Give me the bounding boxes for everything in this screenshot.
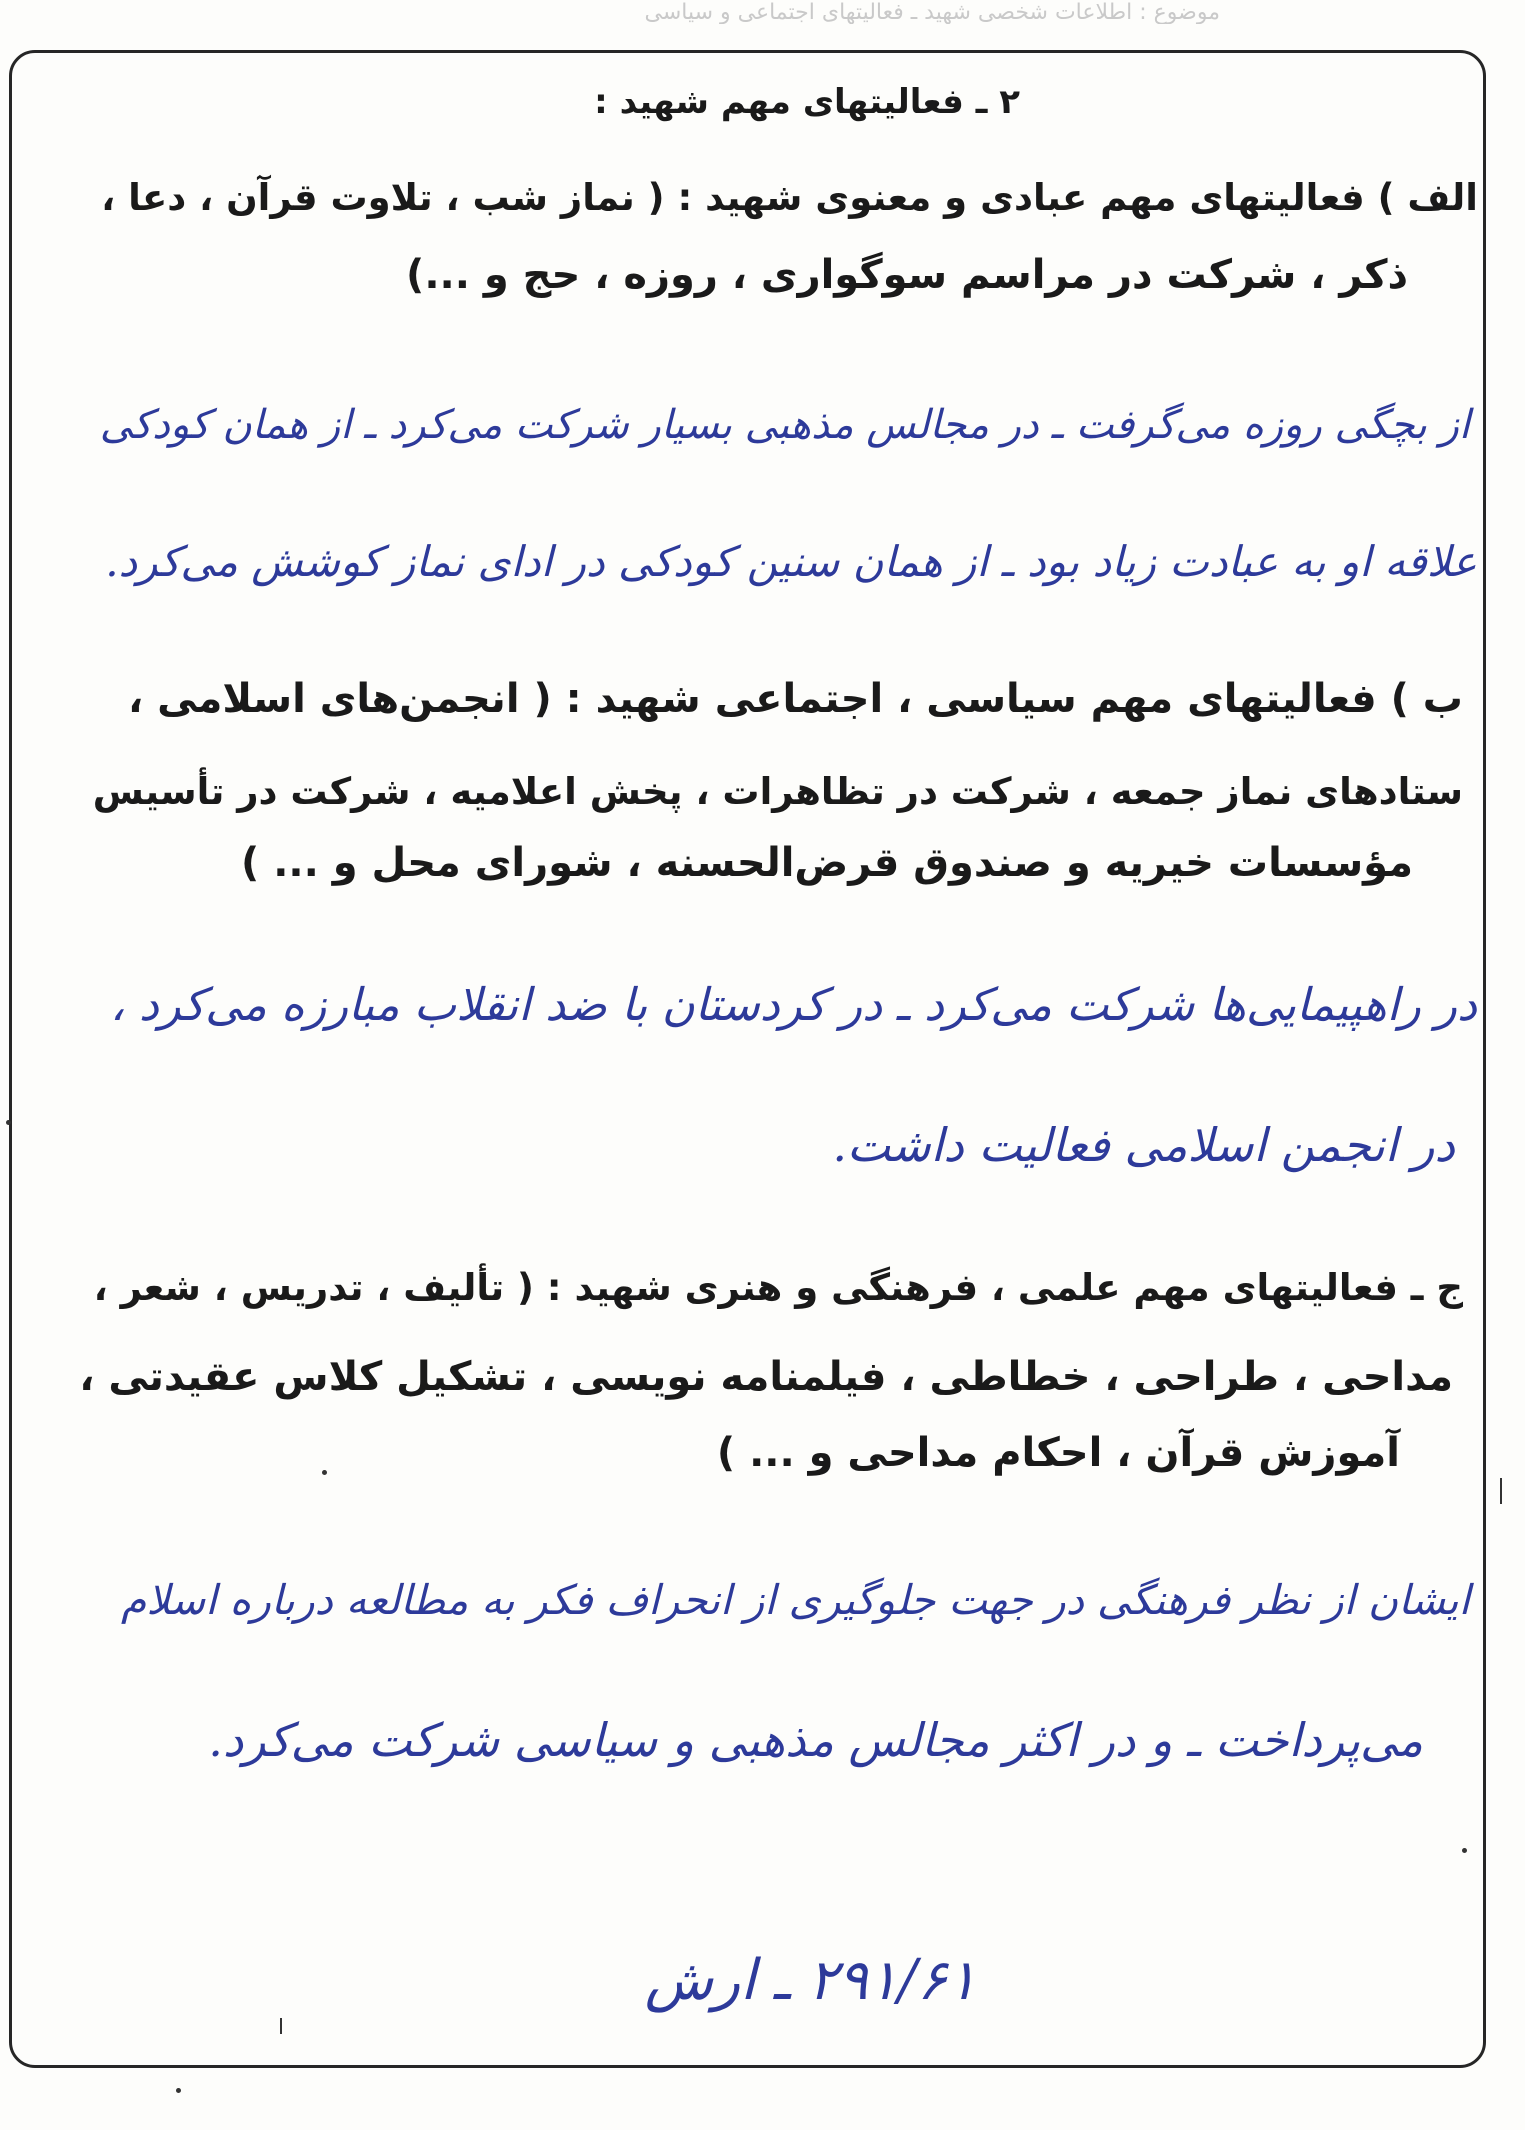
scan-mark: [1500, 1478, 1502, 1504]
part-a-line-1: الف ) فعالیتهای مهم عبادی و معنوی شهید : ( نماز شب ، تلاوت قرآن ، دعا ،: [101, 176, 1478, 219]
scan-speck: [176, 2088, 181, 2093]
part-b-line-2: ستادهای نماز جمعه ، شرکت در تظاهرات ، پخش اعلامیه ، شرکت در تأسیس: [92, 770, 1463, 813]
part-b-line-3: مؤسسات خیریه و صندوق قرض‌الحسنه ، شورای محل و ... ): [240, 840, 1413, 886]
scan-speck: [322, 1470, 327, 1475]
scan-speck: [1462, 1848, 1467, 1853]
part-a-answer-line-2: علاقه او به عبادت زیاد بود ـ از همان سنین کودکی در ادای نماز کوشش می‌کرد.: [105, 537, 1477, 586]
part-a-answer-line-1: از بچگی روزه می‌گرفت ـ در مجالس مذهبی بسیار شرکت می‌کرد ـ از همان کودکی: [99, 402, 1470, 448]
part-a-line-2: ذکر ، شرکت در مراسم سوگواری ، روزه ، حج و ...): [406, 252, 1408, 298]
part-b-answer-line-1: در راهپیمایی‌ها شرکت می‌کرد ـ در کردستان با ضد انقلاب مبارزه می‌کرد ،: [109, 978, 1477, 1031]
part-c-line-1: ج ـ فعالیتهای مهم علمی ، فرهنگی و هنری شهید : ( تألیف ، تدریس ، شعر ،: [93, 1266, 1463, 1309]
part-b-answer-line-2: در انجمن اسلامی فعالیت داشت.: [832, 1118, 1455, 1172]
part-c-line-2: مداحی ، طراحی ، خطاطی ، فیلمنامه نویسی ، تشکیل کلاس عقیدتی ،: [79, 1354, 1453, 1400]
scan-mark: [280, 2018, 282, 2034]
part-c-line-3: آموزش قرآن ، احکام مداحی و ... ): [716, 1430, 1400, 1476]
scan-speck: [6, 1120, 11, 1125]
part-b-line-1: ب ) فعالیتهای مهم سیاسی ، اجتماعی شهید : ( انجمن‌های اسلامی ،: [128, 676, 1463, 722]
archive-number: ۲۹۱/۶۱ ـ ارش: [644, 1948, 977, 2013]
part-c-answer-line-2: می‌پرداخت ـ و در اکثر مجالس مذهبی و سیاسی شرکت می‌کرد.: [208, 1713, 1423, 1767]
bleed-through-header: موضوع : اطلاعات شخصی شهید ـ فعالیتهای اجتماعی و سیاسی: [644, 0, 1220, 24]
section-title: ۲ ـ فعالیتهای مهم شهید :: [594, 82, 1020, 122]
part-c-answer-line-1: ایشان از نظر فرهنگی در جهت جلوگیری از انحراف فکر به مطالعه درباره اسلام: [121, 1576, 1470, 1624]
